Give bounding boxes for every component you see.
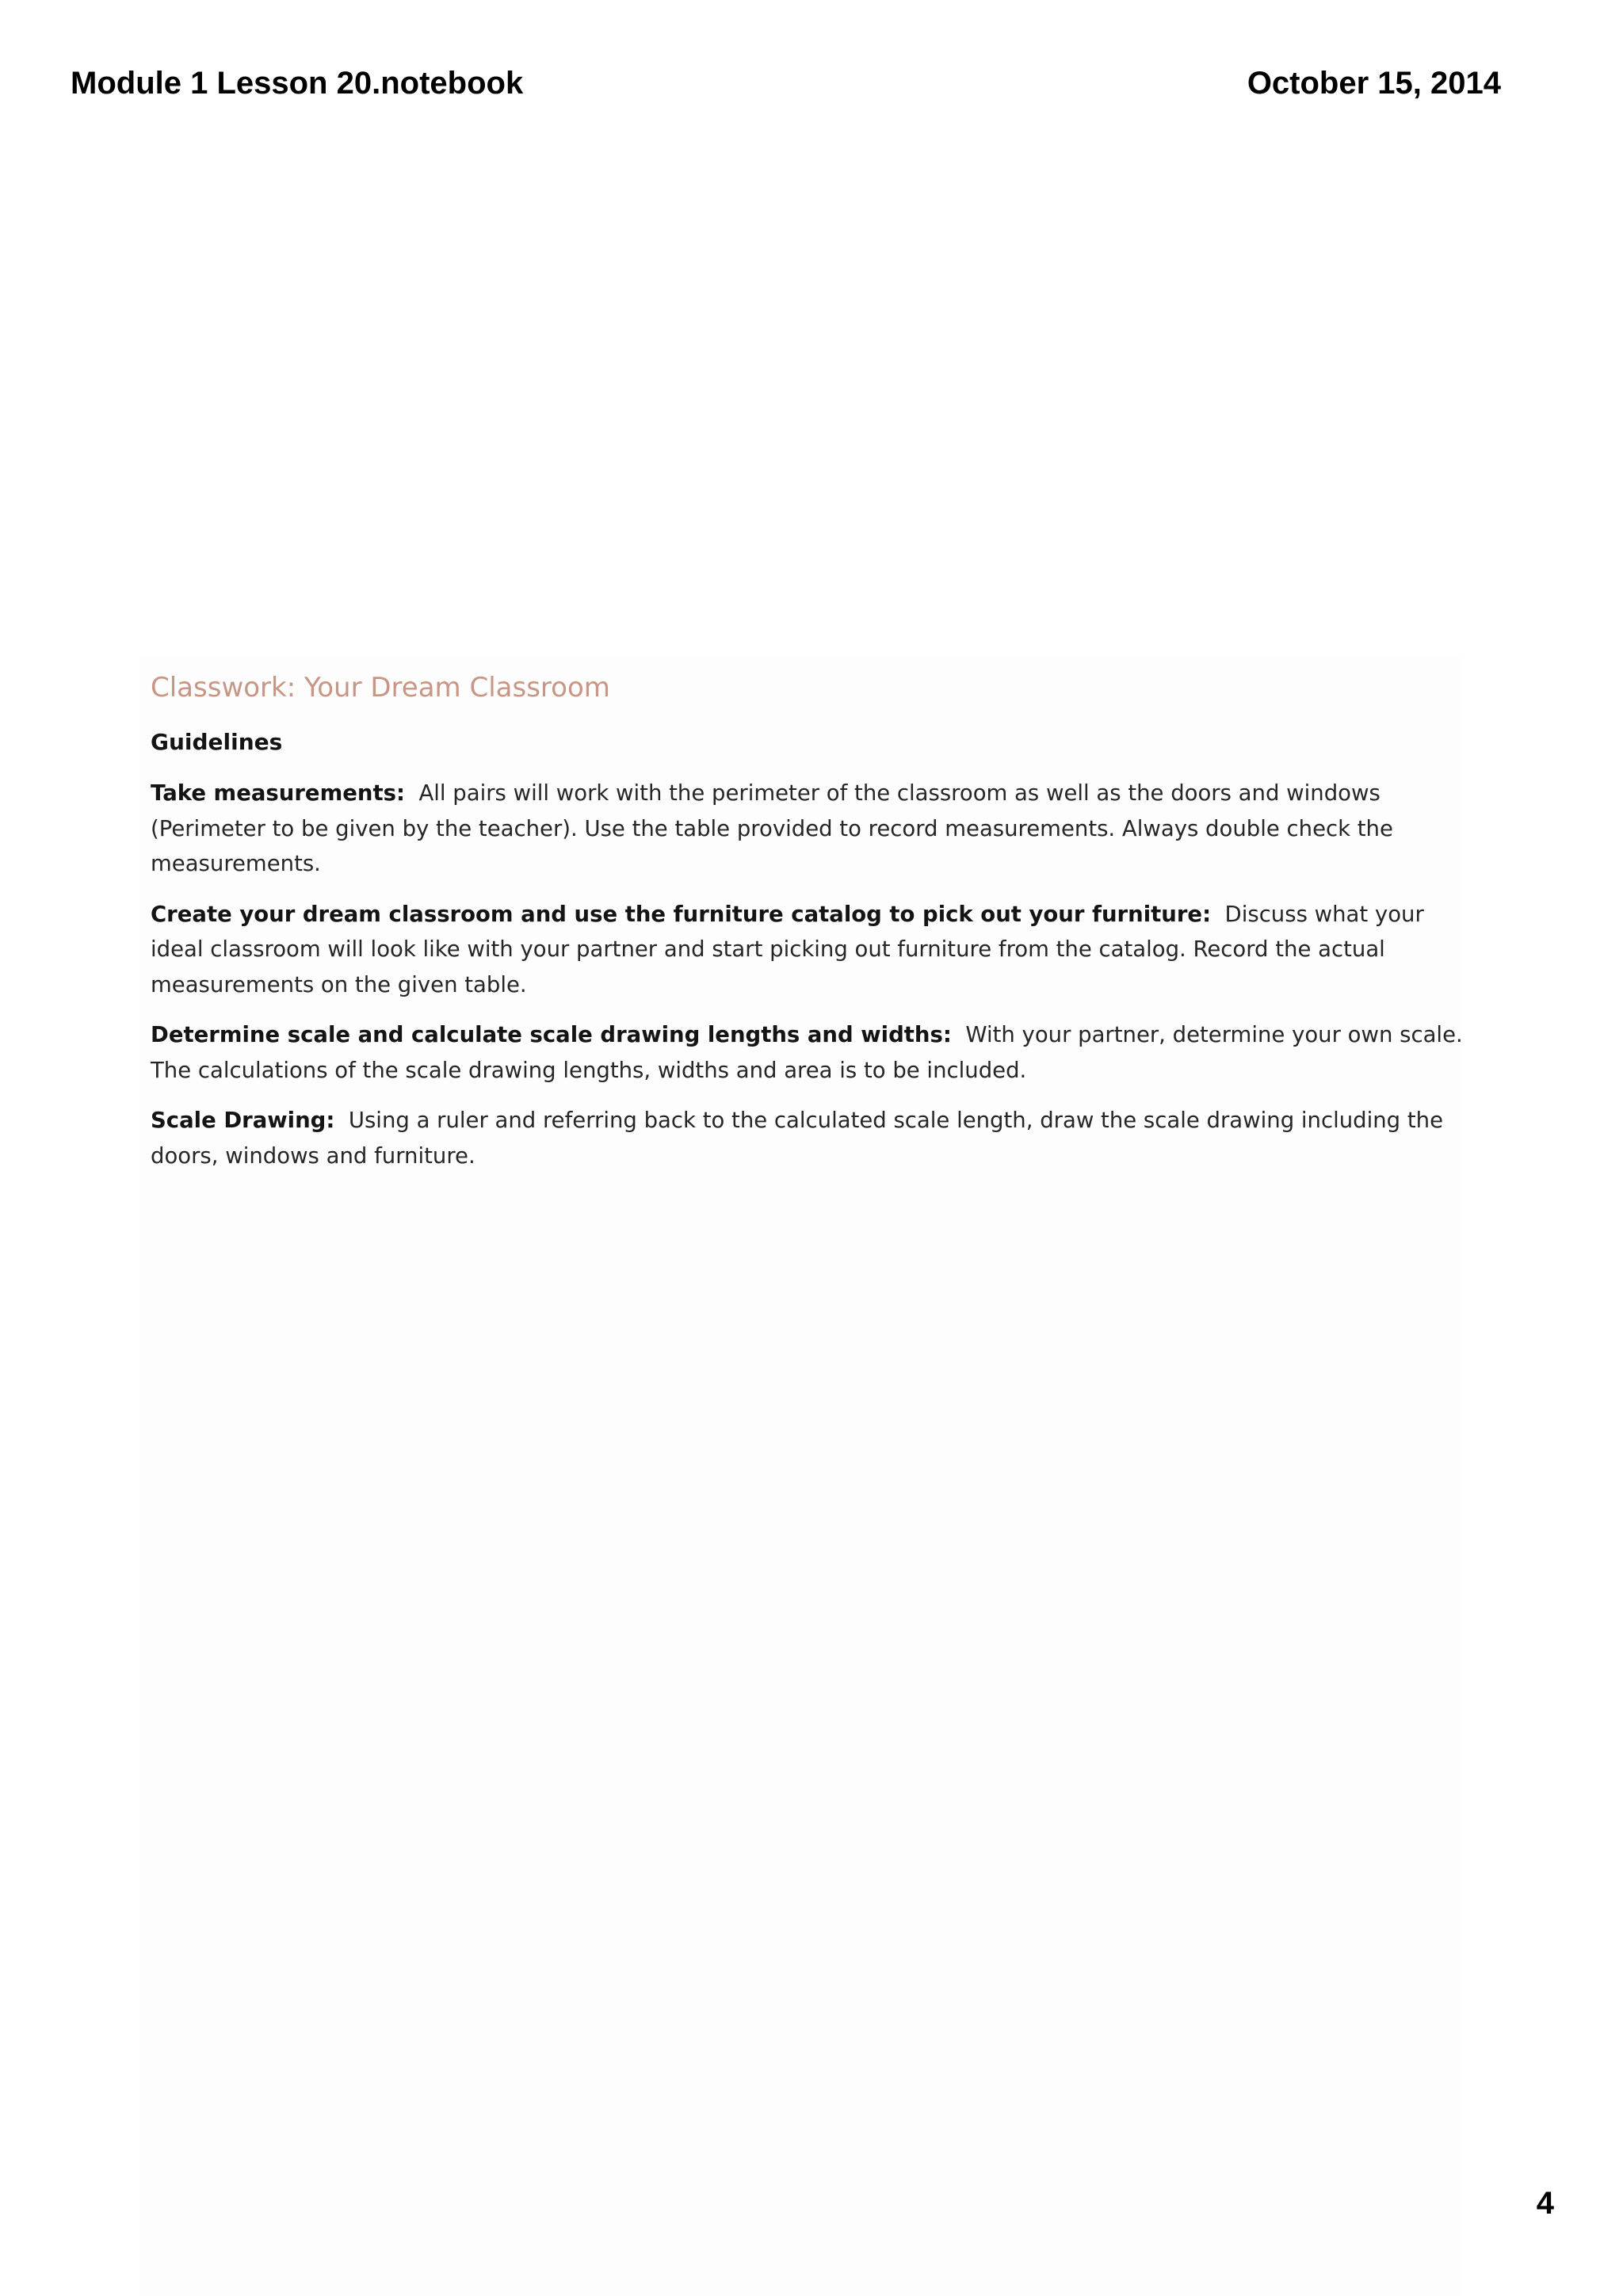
guideline-take-measurements	[151, 776, 1466, 882]
notebook-title: Module 1 Lesson 20.notebook	[71, 66, 524, 101]
guideline-determine-scale	[151, 1017, 1466, 1088]
guideline-text: All pairs will work with the perimeter of the classroom as well as the doors and windows (Perimeter to be given by the teacher). Use the table provided to record measurements. Always double check the measurements.	[151, 780, 1393, 876]
page-date: October 15, 2014	[1247, 66, 1501, 101]
guidelines-heading: Guidelines	[151, 729, 283, 755]
worksheet-title: Classwork: Your Dream Classroom	[151, 672, 610, 704]
guideline-label: Take measurements:	[151, 780, 405, 806]
guideline-scale-drawing	[151, 1103, 1466, 1173]
guideline-label: Scale Drawing:	[151, 1108, 335, 1133]
guideline-label: Determine scale and calculate scale drawing lengths and widths:	[151, 1022, 952, 1047]
guideline-text: With your partner, determine your own scale. The calculations of the scale drawing lengths, widths and area is to be included.	[151, 1022, 1463, 1083]
guideline-text: Using a ruler and referring back to the calculated scale length, draw the scale drawing including the doors, windows and furniture.	[151, 1108, 1444, 1169]
guideline-text: Discuss what your ideal classroom will look like with your partner and start picking out furniture from the catalog. Record the actual measurements on the given table.	[151, 901, 1424, 997]
worksheet-content	[151, 670, 1466, 1188]
guideline-create-classroom	[151, 897, 1466, 1003]
guideline-label: Create your dream classroom and use the furniture catalog to pick out your furniture:	[151, 901, 1212, 927]
page-number: 4	[1536, 2186, 1554, 2221]
